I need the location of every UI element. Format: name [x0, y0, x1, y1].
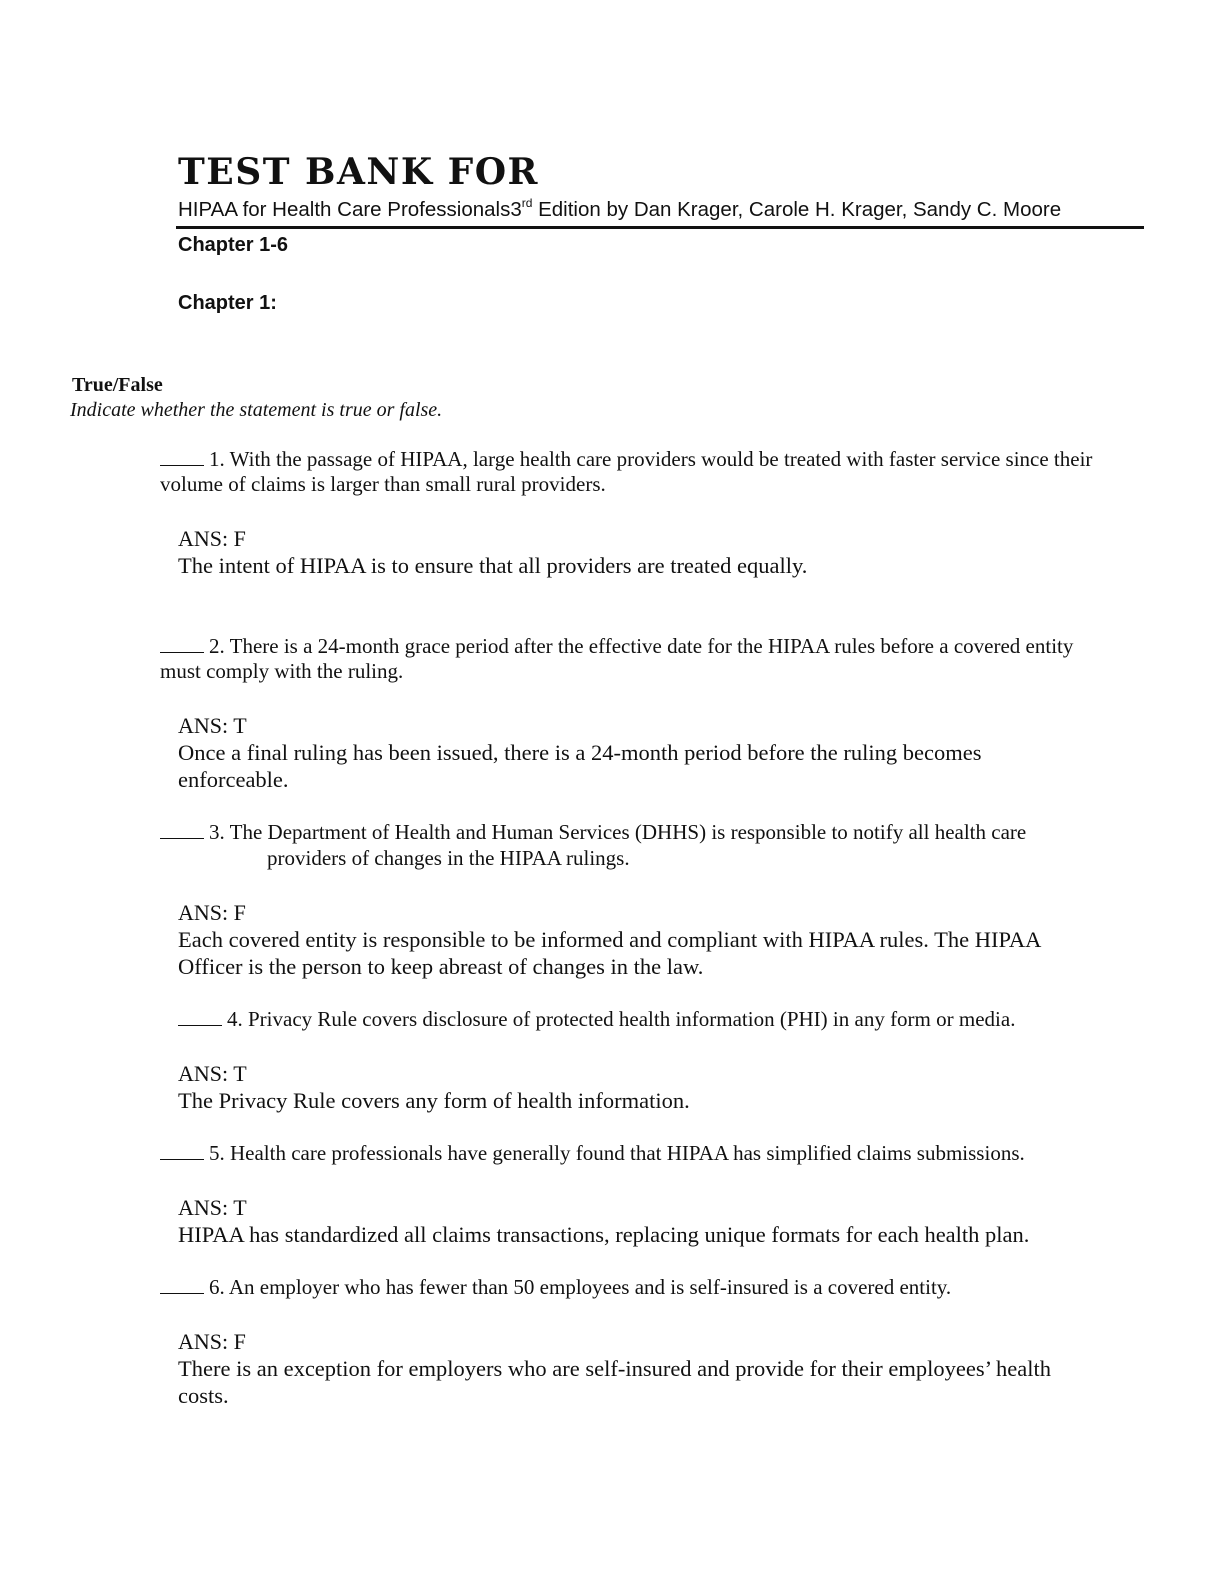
subtitle-main: HIPAA for Health Care Professionals3	[178, 198, 522, 221]
answer-blank	[160, 820, 204, 839]
question-number: 6.	[209, 1275, 225, 1299]
section-title: True/False	[72, 374, 163, 396]
answer-blank	[178, 1007, 222, 1026]
answer-label: ANS: F	[178, 1329, 246, 1354]
answer-blank	[160, 1275, 204, 1294]
question-text: Privacy Rule covers disclosure of protected health information (PHI) in any form or media.	[248, 1007, 1016, 1031]
question-1	[160, 447, 1092, 472]
answer-explanation: HIPAA has standardized all claims transactions, replacing unique formats for each health plan.	[178, 1222, 1030, 1247]
question-text: An employer who has fewer than 50 employees and is self-insured is a covered entity.	[228, 1275, 952, 1299]
answer-label: ANS: T	[178, 713, 247, 738]
answer-explanation: Once a final ruling has been issued, there is a 24-month period before the ruling becomes	[178, 740, 982, 765]
question-3-cont: providers of changes in the HIPAA rulings.	[267, 846, 630, 870]
question-5	[160, 1141, 1025, 1166]
question-number: 4.	[227, 1007, 243, 1031]
question-2-cont: must comply with the ruling.	[160, 659, 404, 683]
subtitle-superscript: rd	[521, 196, 533, 210]
question-3	[160, 820, 1026, 845]
subtitle-rest: Edition by Dan Krager, Carole H. Krager, Sandy C. Moore	[532, 198, 1062, 221]
document-title: TEST BANK FOR	[178, 151, 539, 193]
question-2	[160, 634, 1073, 659]
chapter-heading: Chapter 1:	[178, 292, 277, 314]
answer-label: ANS: T	[178, 1061, 247, 1086]
question-text: With the passage of HIPAA, large health care providers would be treated with faster service since their	[229, 447, 1093, 471]
question-number: 3.	[209, 820, 225, 844]
answer-explanation-cont: Officer is the person to keep abreast of changes in the law.	[178, 954, 704, 979]
answer-label: ANS: T	[178, 1195, 247, 1220]
question-number: 1.	[209, 447, 225, 471]
section-instruction: Indicate whether the statement is true or false.	[70, 399, 443, 421]
answer-explanation: There is an exception for employers who are self-insured and provide for their employees’ health	[178, 1356, 1052, 1381]
answer-blank	[160, 447, 204, 466]
answer-explanation: Each covered entity is responsible to be informed and compliant with HIPAA rules. The HIPAA	[178, 927, 1042, 952]
answer-blank	[160, 1141, 204, 1160]
question-number: 2.	[209, 634, 225, 658]
answer-blank	[160, 634, 204, 653]
answer-label: ANS: F	[178, 900, 246, 925]
book-subtitle	[178, 196, 1061, 224]
answer-explanation-cont: enforceable.	[178, 767, 289, 792]
header-divider	[176, 226, 1144, 229]
chapter-range: Chapter 1-6	[178, 234, 289, 256]
question-4	[178, 1007, 1015, 1032]
question-text: There is a 24-month grace period after the effective date for the HIPAA rules before a covered entity	[229, 634, 1074, 658]
answer-explanation-cont: costs.	[178, 1383, 229, 1408]
question-number: 5.	[209, 1141, 225, 1165]
question-text: Health care professionals have generally found that HIPAA has simplified claims submissions.	[230, 1141, 1025, 1165]
question-6	[160, 1275, 951, 1300]
answer-explanation: The Privacy Rule covers any form of health information.	[178, 1088, 690, 1113]
answer-explanation: The intent of HIPAA is to ensure that all providers are treated equally.	[178, 553, 808, 578]
question-1-cont: volume of claims is larger than small rural providers.	[160, 472, 606, 496]
answer-label: ANS: F	[178, 526, 246, 551]
question-text: The Department of Health and Human Services (DHHS) is responsible to notify all health care	[229, 820, 1027, 844]
